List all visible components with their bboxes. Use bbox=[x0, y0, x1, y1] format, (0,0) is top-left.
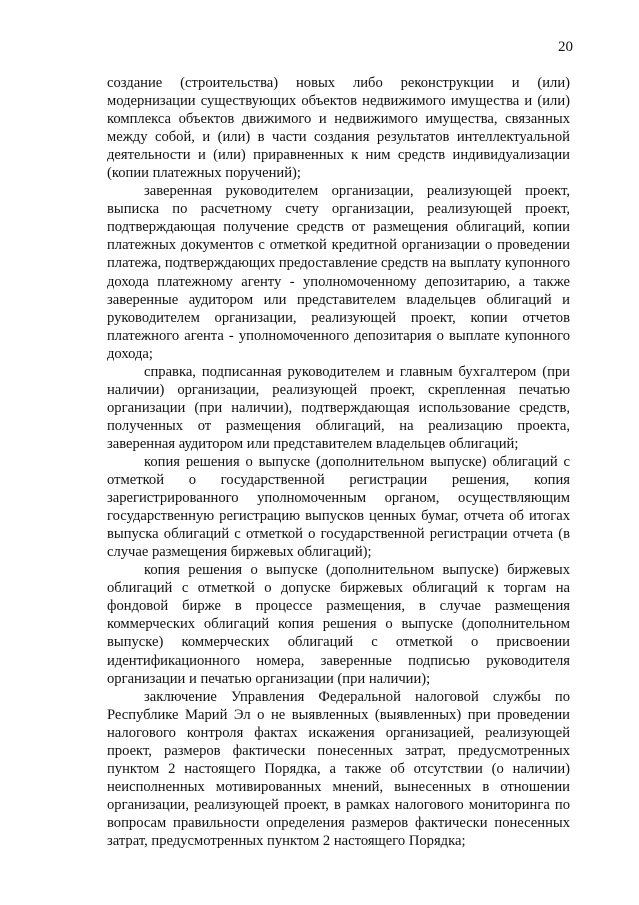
body-text bbox=[107, 74, 570, 850]
paragraph-bank-statement: заверенная руководителем организации, реализующей проект, выписка по расчетному счету организации, реализующей проект, подтверждающая получение средств от размещения облигаций, копии платежных документов с отметкой кредитной организации о проведении платежа, подтверждающих предоставление средств на выплату купонного дохода платежному агенту - уполномоченному депозитарию, а также заверенные аудитором или представителем владельцев облигаций и руководителем организации, реализующей проект, копии отчетов платежного агента - уполномоченного депозитария о выплате купонного дохода; bbox=[107, 183, 571, 362]
paragraph-certificate: справка, подписанная руководителем и главным бухгалтером (при наличии) организации, реализующей проект, скрепленная печатью организации (при наличии), подтверждающая использование средств, полученных от размещения облигаций, на реализацию проекта, заверенная аудитором или представителем владельцев облигаций; bbox=[107, 363, 570, 452]
paragraph-tax-conclusion: заключение Управления Федеральной налоговой службы по Республике Марий Эл о не выявленных (выявленных) при проведении налогового контроля фактах искажения организацией, реализующей проект, размеров фактически понесенных затрат, предусмотренных пунктом 2 настоящего Порядка, а также об отсутствии (о наличии) неисполненных мотивированных мнений, вынесенных в отношении организации, реализующей проект, в рамках налогового мониторинга по вопросам правильности определения размеров фактически понесенных затрат, предусмотренных пунктом 2 настоящего Порядка; bbox=[107, 688, 570, 849]
paragraph-issue-decision: копия решения о выпуске (дополнительном выпуске) облигаций с отметкой о государственной регистрации решения, копия зарегистрированного уполномоченным органом, осуществляющим государственную регистрацию выпусков ценных бумаг, отчета об итогах выпуска облигаций с отметкой о государственной регистрации отчета (в случае размещения биржевых облигаций); bbox=[107, 453, 570, 561]
paragraph-exchange-bonds: копия решения о выпуске (дополнительном выпуске) биржевых облигаций с отметкой о допуске биржевых облигаций к торгам на фондовой бирже в процессе размещения, в случае размещения коммерческих облигаций копия решения о выпуске (дополнительном выпуске) коммерческих облигаций с отметкой о присвоении идентификационного номера, заверенные подписью руководителя организации и печатью организации (при наличии); bbox=[107, 562, 570, 687]
page-number: 20 bbox=[558, 39, 573, 55]
paragraph-payment-orders: создание (строительства) новых либо реконструкции и (или) модернизации существующих объектов недвижимого имущества и (или) комплекса объектов движимого и недвижимого имущества, связанных между собой, и (или) в части создания результатов интеллектуальной деятельности и (или) приравненных к ним средств индивидуализации (копии платежных поручений); bbox=[107, 75, 570, 182]
